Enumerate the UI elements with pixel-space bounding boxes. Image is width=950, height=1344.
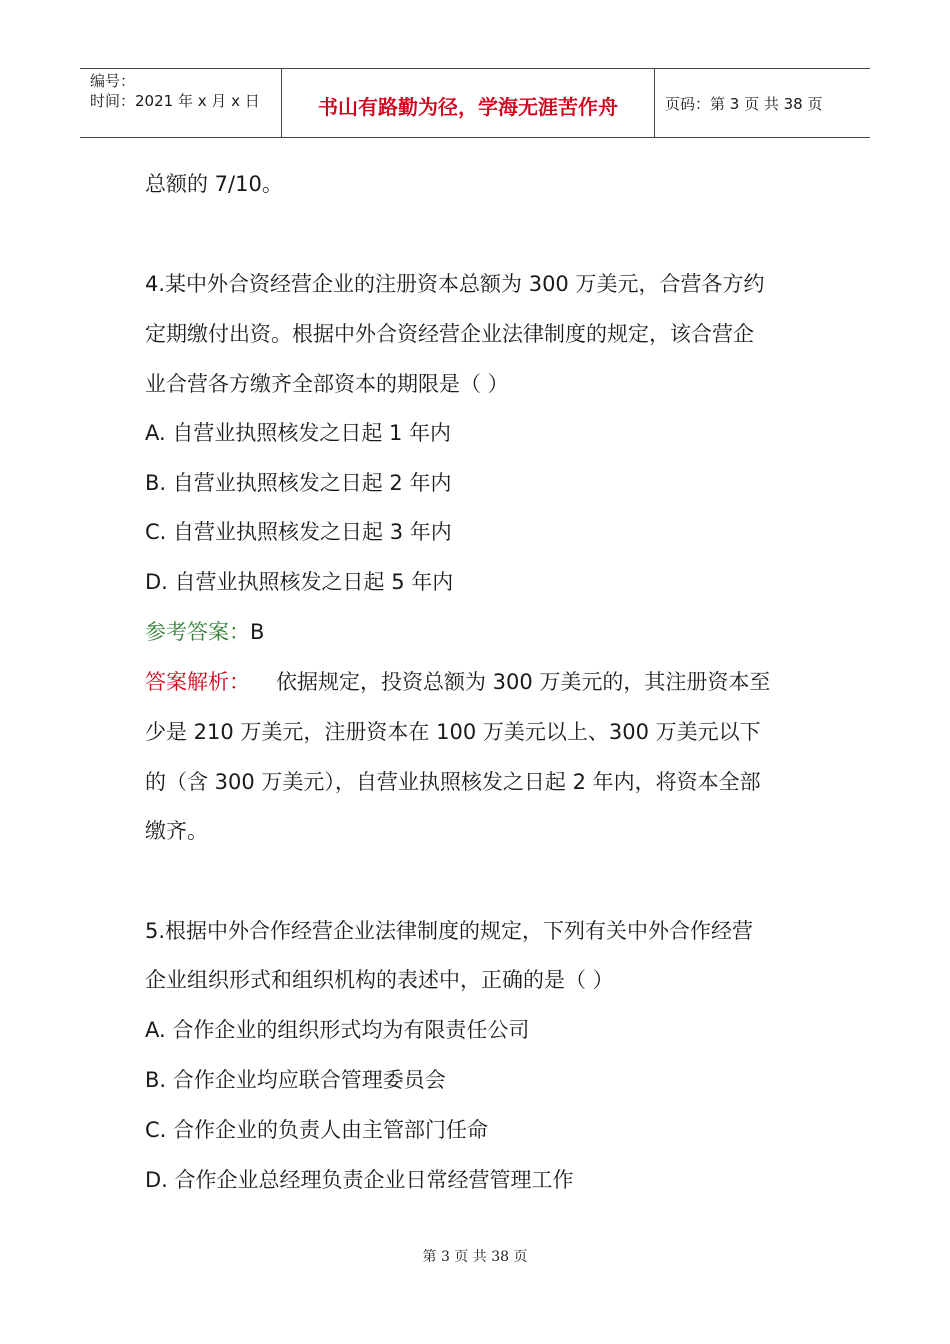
- page-footer: 第 3 页 共 38 页: [422, 1249, 528, 1265]
- question-4-option-a: A. 自营业执照核发之日起 1 年内: [145, 421, 452, 445]
- question-5-line-2: 企业组织形式和组织机构的表述中，正确的是（ ）: [145, 968, 614, 992]
- question-4-analysis-line-3: 的（含 300 万美元），自营业执照核发之日起 2 年内，将资本全部: [145, 770, 761, 794]
- header-center-cell: [282, 69, 655, 137]
- question-5-option-c: C. 合作企业的负责人由主管部门任命: [145, 1118, 489, 1142]
- question-4-line-2: 定期缴付出资。根据中外合资经营企业法律制度的规定，该合营企: [145, 322, 754, 346]
- question-4-option-d: D. 自营业执照核发之日起 5 年内: [145, 570, 454, 594]
- question-4-analysis-line-2: 少是 210 万美元，注册资本在 100 万美元以上、300 万美元以下: [145, 720, 761, 744]
- question-4-option-c: C. 自营业执照核发之日起 3 年内: [145, 520, 452, 544]
- question-4-answer: [145, 618, 264, 646]
- question-5-line-1: 5.根据中外合作经营企业法律制度的规定，下列有关中外合作经营: [145, 919, 754, 943]
- question-5-option-b: B. 合作企业均应联合管理委员会: [145, 1068, 446, 1092]
- page-info: 页码：第 3 页 共 38 页: [665, 95, 823, 113]
- header-right-cell: [655, 69, 870, 137]
- question-4-option-b: B. 自营业执照核发之日起 2 年内: [145, 471, 452, 495]
- time-label: 时间：2021 年 x 月 x 日: [90, 92, 260, 110]
- question-4-analysis-line-4: 缴齐。: [145, 819, 208, 843]
- question-4-analysis-line-1: [145, 668, 770, 696]
- question-4-line-1: 4.某中外合资经营企业的注册资本总额为 300 万美元，合营各方约: [145, 272, 765, 296]
- question-5-option-d: D. 合作企业总经理负责企业日常经营管理工作: [145, 1168, 574, 1192]
- number-label: 编号：: [90, 72, 136, 90]
- continuation-text: 总额的 7/10。: [145, 172, 283, 196]
- header-left-cell: [80, 69, 282, 137]
- analysis-label: 答案解析：: [145, 670, 250, 694]
- page-header: [80, 68, 870, 138]
- header-motto: 书山有路勤为径，学海无涯苦作舟: [318, 95, 618, 119]
- question-5-option-a: A. 合作企业的组织形式均为有限责任公司: [145, 1018, 530, 1042]
- question-4-line-3: 业合营各方缴齐全部资本的期限是（ ）: [145, 372, 509, 396]
- answer-value: B: [250, 620, 265, 644]
- analysis-text-1: 依据规定，投资总额为 300 万美元的，其注册资本至: [276, 670, 771, 694]
- answer-label: 参考答案：: [145, 620, 250, 644]
